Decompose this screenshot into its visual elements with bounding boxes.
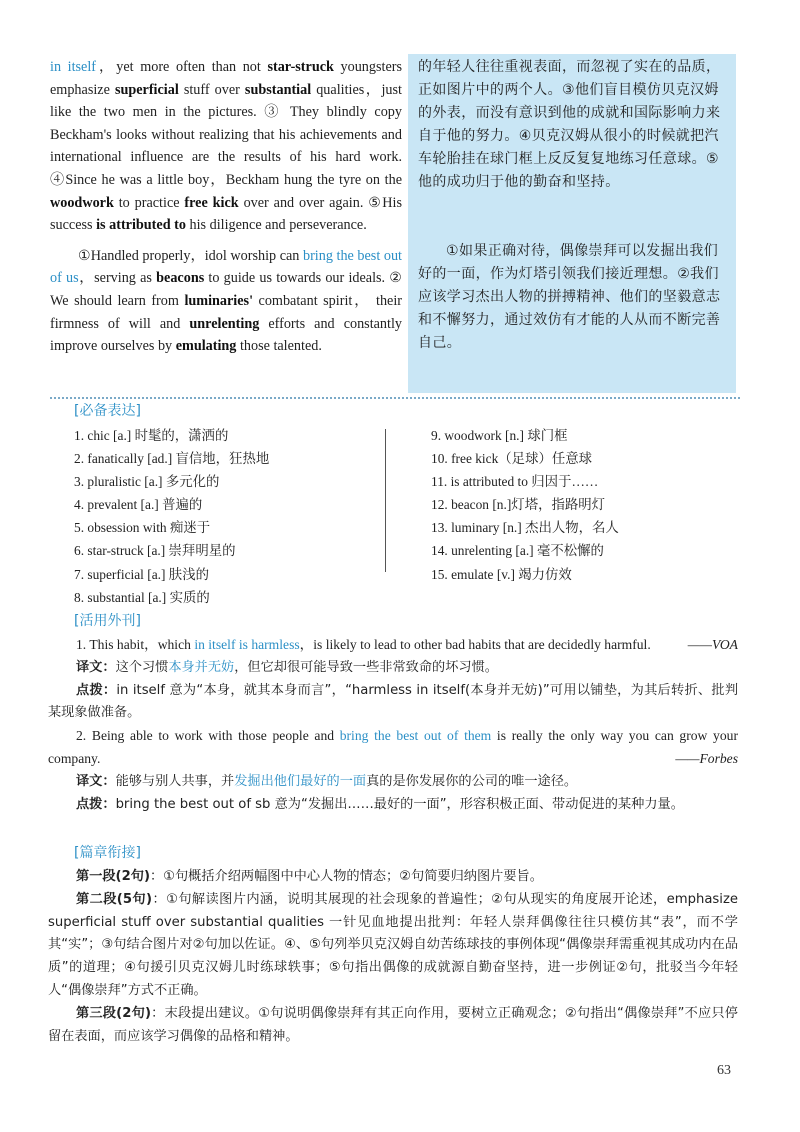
translation-label: 译文： [76, 773, 116, 789]
text-run: ，serving as [78, 270, 157, 287]
tip-label: 点拨： [76, 682, 117, 698]
keyword-free-kick: free kick [184, 194, 239, 211]
english-passage [50, 56, 402, 358]
text-run: 能够与别人共事，并 [115, 773, 235, 789]
vocab-item: 10. free kick（足球）任意球 [431, 451, 593, 467]
vocab-item: 3. pluralistic [a.] 多元化的 [74, 474, 220, 490]
text-run: ：①句概括介绍两幅图中中心人物的情态；②句简要归纳图片要旨。 [149, 869, 543, 884]
example-1-sentence [48, 634, 738, 657]
text-run: 真的是你发展你的公司的唯一途径。 [366, 773, 578, 789]
keyword-substantial: substantial [244, 81, 312, 98]
example-1-highlight: in itself is harmless [194, 637, 300, 652]
keyword-beacons: beacons [156, 270, 205, 287]
example-2-translation [48, 771, 738, 794]
text-run: to practice [113, 194, 185, 211]
text-run: in itself 意为“本身，就其本身而言”，“harmless in itself(本身并无妨)”可用以铺垫，为其后转折、批判某现象做准备。 [48, 682, 739, 721]
text-run: those talented. [236, 338, 322, 355]
structure-label: 第二段(5句) [76, 891, 153, 907]
structure-label: 第三段(2句) [76, 1005, 151, 1021]
example-1-cn-highlight: 本身并无妨 [168, 659, 235, 675]
usage-examples [48, 634, 738, 816]
chinese-passage [418, 56, 730, 355]
vocab-item: 4. prevalent [a.] 普遍的 [74, 497, 203, 513]
text-run: over and over again. ⑤His success [50, 194, 402, 234]
keyword-superficial: superficial [114, 81, 179, 98]
section-title-usage: [活用外刊] [74, 613, 141, 629]
keyword-unrelenting: unrelenting [189, 315, 260, 332]
text-run: youngsters emphasize [50, 59, 402, 98]
text-run: ①Handled properly，idol worship can [78, 247, 303, 264]
text-run: 2. Being able to work with those people and [76, 728, 340, 744]
vocab-item: 14. unrelenting [a.] 毫不松懈的 [431, 543, 604, 559]
text-run: ，is likely to lead to other bad habits that are decidedly harmful. [299, 637, 651, 652]
vocab-item: 1. chic [a.] 时髦的，潇洒的 [74, 428, 229, 443]
translation-label: 译文： [76, 659, 116, 675]
vocab-item: 8. substantial [a.] 实质的 [74, 589, 210, 605]
text-run: is really the only way you can grow your company. [48, 728, 738, 766]
vocab-item: 11. is attributed to 归因于…… [431, 474, 599, 490]
chinese-paragraph-2: ①如果正确对待，偶像崇拜可以发掘出我们好的一面，作为灯塔引领我们接近理想。②我们应该学习杰出人物的拼搏精神、他们的坚毅意志和不懈努力，通过效仿有才能的人从而不断完善自己。 [418, 243, 721, 351]
example-2-tip [48, 794, 738, 817]
vocab-list-right [431, 424, 619, 586]
example-1-translation [48, 657, 738, 680]
text-run: combatant spirit， their firmness of will and [50, 292, 402, 332]
page-number: 63 [717, 1063, 731, 1078]
text-run: 1. This habit，which [76, 637, 195, 652]
text-run: to guide us towards our ideals. ② We should learn from [50, 270, 403, 309]
vocab-item: 5. obsession with 痴迷于 [74, 520, 211, 536]
vocab-item: 7. superficial [a.] 肤浅的 [74, 566, 209, 582]
dotted-divider [50, 397, 740, 399]
example-2-cn-highlight: 发掘出他们最好的一面 [234, 773, 367, 789]
chinese-paragraph-1: 的年轻人往往重视表面，而忽视了实在的品质，正如图片中的两个人。③他们盲目模仿贝克汉姆的外表，而没有意识到他的成就和国际影响力来自于他的努力。④贝克汉姆从很小的时候就把汽车轮胎挂在球门框上反反复复地练习任意球。⑤他的成功归于他的勤奋和坚持。 [418, 59, 721, 190]
phrase-bring-best-out: bring the best out of us [50, 247, 402, 287]
text-run: efforts and constantly improve ourselves by [50, 315, 403, 355]
vocab-item: 13. luminary [n.] 杰出人物，名人 [431, 520, 619, 536]
vocab-column-divider [385, 429, 386, 572]
keyword-attributed-to: is attributed to [96, 217, 186, 234]
keyword-emulating: emulating [175, 338, 237, 355]
vocab-item: 2. fanatically [ad.] 盲信地，狂热地 [74, 451, 270, 467]
text-run: ，yet more often than not [96, 59, 268, 75]
structure-analysis [48, 866, 738, 1048]
vocab-item: 9. woodwork [n.] 球门框 [431, 428, 568, 443]
english-paragraph-1 [50, 56, 402, 237]
structure-label: 第一段(2句) [76, 869, 150, 884]
text-run: stuff over [178, 81, 245, 98]
section-title-structure: [篇章衔接] [74, 845, 141, 861]
vocab-item: 6. star-struck [a.] 崇拜明星的 [74, 543, 236, 559]
text-run: qualities，just like the two men in the pictures. ③ They blindly copy Beckham's looks without realizing that his achievements and international influence are the results of his hard work. ④Since he was a little boy，Beckham hung the tyre on the [50, 81, 402, 188]
text-run: ：①句解读图片内涵，说明其展现的社会现象的普遍性；②句从现实的角度展开论述，emphasize superficial stuff over substantial qualities 一针见血地提出批判：年轻人崇拜偶像往往只模仿其“表”，而不学其“实”；③句结合图片对②句加以佐证。④、⑤句列举贝克汉姆自幼苦练球技的事例体现“偶像崇拜需重视其成功内在品质”的道理；④句援引贝克汉姆儿时练球轶事；⑤句指出偶像的成就源自勤奋坚持，进一步例证②句，批驳当今年轻人“偶像崇拜”方式不正确。 [48, 891, 738, 998]
example-1-source: ——VOA [687, 637, 738, 652]
keyword-luminaries: luminaries' [184, 292, 254, 309]
text-run: ，但它却很可能导致一些非常致命的坏习惯。 [234, 659, 498, 675]
vocab-item: 12. beacon [n.]灯塔，指路明灯 [431, 497, 606, 513]
text-run: ：末段提出建议。①句说明偶像崇拜有其正向作用，要树立正确观念；②句指出“偶像崇拜”不应只停留在表面，而应该学习偶像的品格和精神。 [48, 1005, 738, 1044]
example-2-highlight: bring the best out of them [339, 728, 492, 744]
text-run: 这个习惯 [115, 659, 169, 675]
keyword-woodwork: woodwork [50, 194, 114, 211]
text-run: his diligence and perseverance. [185, 217, 367, 234]
keyword-star-struck: star-struck [267, 59, 334, 75]
example-2-source: ——Forbes [675, 750, 738, 766]
section-title-vocab: [必备表达] [74, 403, 141, 419]
text-run: bring the best out of sb 意为“发掘出……最好的一面”，形容积极正面、带动促进的某种力量。 [115, 796, 684, 812]
structure-paragraph-2 [48, 889, 738, 1003]
english-paragraph-2 [50, 245, 402, 358]
vocab-item: 15. emulate [v.] 竭力仿效 [431, 566, 572, 582]
structure-paragraph-1 [48, 866, 738, 889]
structure-paragraph-3 [48, 1003, 738, 1049]
tip-label: 点拨： [76, 796, 116, 812]
example-1-tip [48, 680, 738, 726]
phrase-in-itself: in itself [50, 59, 96, 75]
vocab-list-left [74, 424, 269, 609]
